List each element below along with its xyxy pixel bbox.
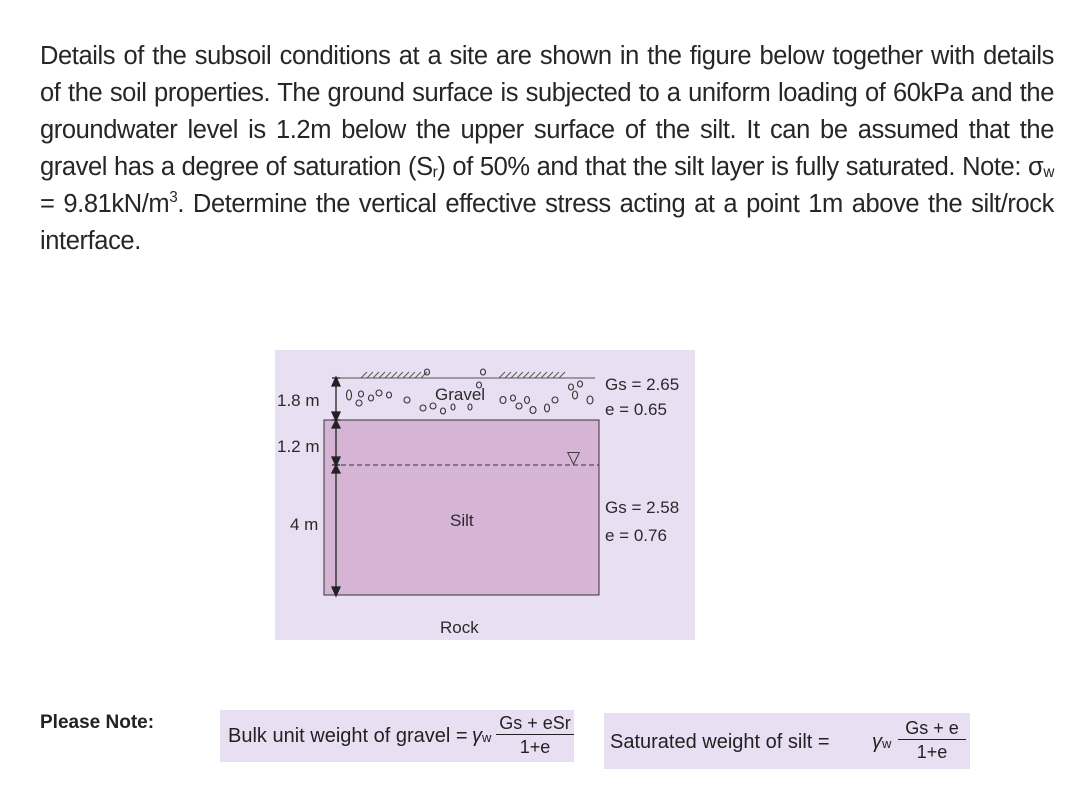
subscript-w: w <box>1043 164 1054 181</box>
gravel-thickness-label: 1.8 m <box>277 391 320 410</box>
gravel-label: Gravel <box>435 385 486 404</box>
bulk-fraction <box>496 712 574 759</box>
sat-formula-prefix: Saturated weight of silt = <box>610 731 830 753</box>
sat-numerator: Gs + e <box>898 717 966 740</box>
gamma-symbol <box>872 731 891 754</box>
gravel-gs-label: Gs = 2.65 <box>605 375 680 394</box>
silt-thickness-label: 4 m <box>290 515 319 534</box>
gamma-subscript: w <box>482 730 492 745</box>
gamma-char: γ <box>472 725 482 747</box>
superscript-3: 3 <box>169 189 178 206</box>
bulk-formula-prefix: Bulk unit weight of gravel = <box>228 725 468 747</box>
sat-fraction <box>898 717 966 764</box>
subscript-r: r <box>432 164 438 181</box>
sat-denominator: 1+e <box>916 742 948 762</box>
saturated-weight-formula <box>604 713 970 769</box>
gamma-subscript: w <box>882 736 892 751</box>
bulk-numerator: Gs + eSr <box>496 712 574 735</box>
water-table-symbol: ▽ <box>567 448 581 467</box>
silt-layer <box>324 420 599 595</box>
rock-label: Rock <box>440 618 479 637</box>
problem-text-part: . Determine the vertical effective stress acting at a point 1m above the silt/rock interface. <box>40 190 1054 255</box>
water-depth-label: 1.2 m <box>277 437 320 456</box>
note-label: Please Note: <box>40 712 155 733</box>
silt-label: Silt <box>450 511 474 530</box>
silt-e-label: e = 0.76 <box>605 526 667 545</box>
bulk-denominator: 1+e <box>519 737 551 757</box>
soil-profile-figure <box>275 350 695 640</box>
problem-text-part: ) of 50% and that the silt layer is fully saturated. Note: σ <box>437 153 1044 181</box>
gamma-symbol <box>472 725 491 748</box>
problem-statement <box>40 38 1054 260</box>
ground-hatch <box>361 372 565 378</box>
soil-profile-svg <box>275 350 695 640</box>
silt-gs-label: Gs = 2.58 <box>605 498 680 517</box>
bulk-unit-weight-formula <box>220 710 574 762</box>
gravel-e-label: e = 0.65 <box>605 400 667 419</box>
problem-text-part: Details of the subsoil conditions at a site are shown in the figure below together with details of the soil properties. The ground surface is subjected to a uniform loading of 60kPa and the groundwater level is 1.2m below the upper surface of the silt. It can be assumed that the gravel has a degree of saturation (S <box>40 42 1054 181</box>
problem-text-part: = 9.81kN/m <box>40 190 170 218</box>
gamma-char: γ <box>872 731 882 753</box>
